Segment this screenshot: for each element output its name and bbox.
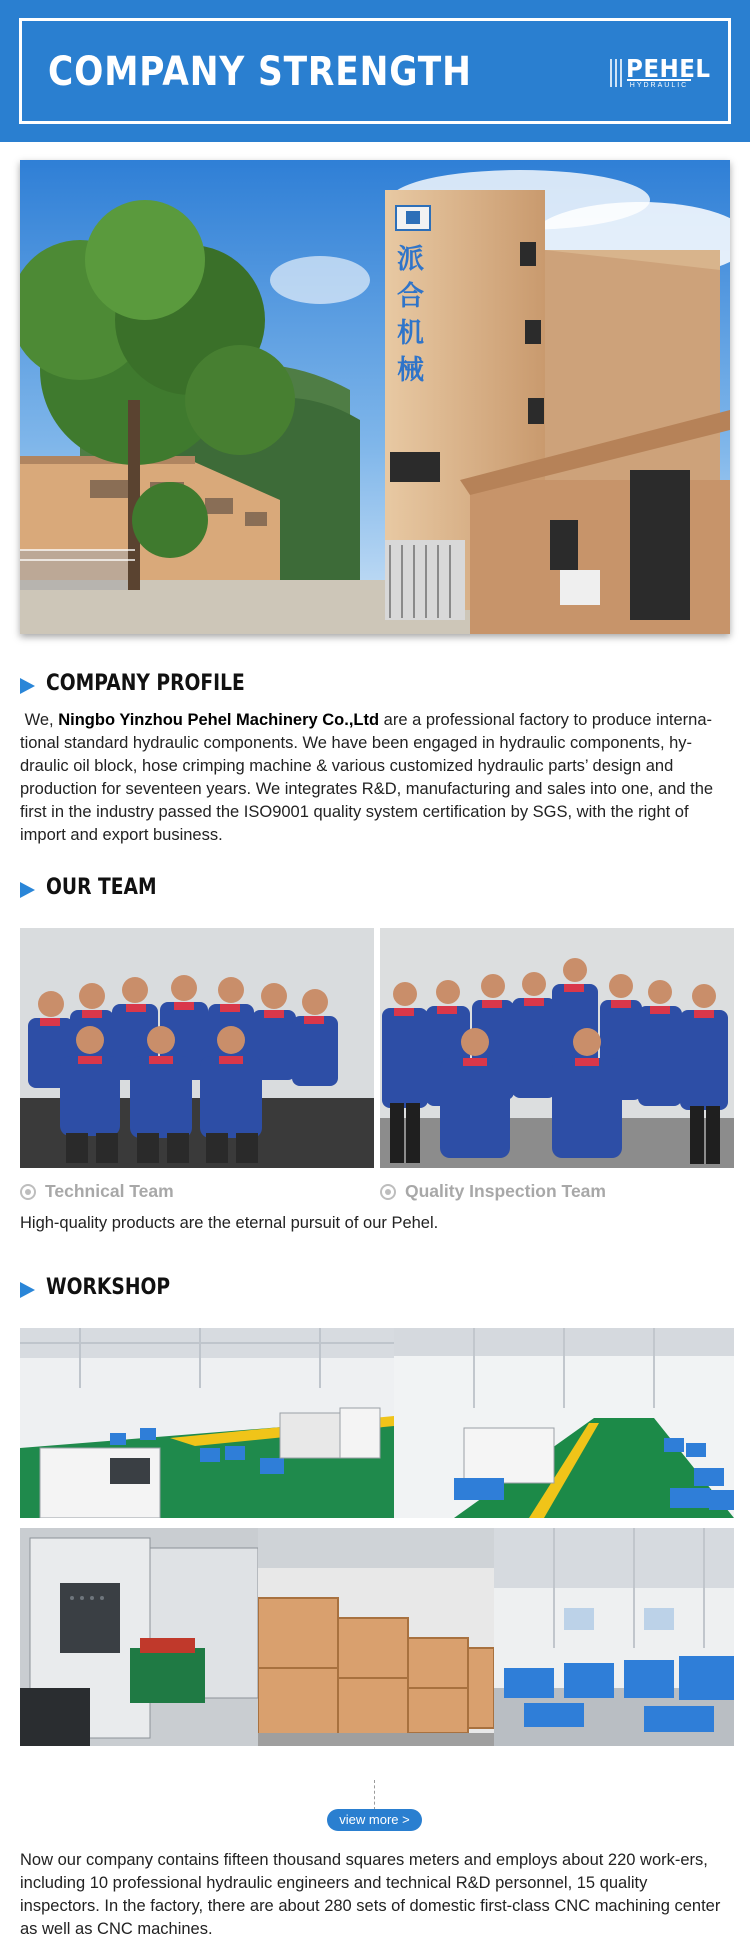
company-name: Ningbo Yinzhou Pehel Machinery Co.,Ltd	[58, 711, 380, 729]
workshop-description: Now our company contains fifteen thousand squares meters and employs about 220 work-ers, including 10 professional hydraulic engineers and technical R&D personnel, 15 quality inspectors. In the factory, there are about 280 sets of domestic first-class CNC machining center as well as CNC machines.	[20, 1851, 721, 1938]
logo-subtext: HYDRAULIC	[627, 79, 691, 90]
technical-team-illustration	[20, 928, 374, 1168]
workshop-photo-3	[20, 1528, 258, 1746]
team-tagline: High-quality products are the eternal pursuit of our Pehel.	[20, 1214, 439, 1232]
sign-char-3: 机	[397, 318, 424, 349]
company-profile-text	[20, 709, 730, 847]
caption-technical-team	[20, 1181, 320, 1205]
header-frame	[19, 18, 731, 124]
caption-quality-team	[380, 1181, 710, 1205]
page-header	[0, 0, 750, 142]
section-title: WORKSHOP	[46, 1275, 171, 1300]
dashed-connector	[374, 1780, 375, 1810]
profile-body: are a professional factory to produce interna-tional standard hydraulic components. We have been engaged in hydraulic components, hy-draulic oil block, hose crimping machine & various customized hydraulic parts’ design and production for seventeen years. We integrates R&D, manufacturing and sales into one, and the first in the industry passed the ISO9001 quality system certification by SGS, with the right of import and export business.	[20, 711, 714, 844]
cnc-machine-illustration	[20, 1528, 258, 1746]
caption-text: Technical Team	[45, 1181, 174, 1201]
workshop-photo-5	[494, 1528, 734, 1746]
factory-building-illustration	[20, 160, 730, 634]
pehel-logo	[610, 54, 711, 91]
page-title: COMPANY STRENGTH	[48, 49, 472, 95]
wooden-crates-illustration	[258, 1528, 494, 1746]
workshop-photo-1	[20, 1328, 394, 1518]
sign-char-2: 合	[397, 281, 424, 312]
warehouse-storage-illustration	[494, 1528, 734, 1746]
triangle-bullet-icon	[20, 1282, 35, 1298]
sign-char-4: 械	[397, 355, 424, 386]
workshop-aisle-illustration	[394, 1328, 734, 1518]
factory-building-photo	[20, 160, 730, 634]
workshop-floor-illustration	[20, 1328, 394, 1518]
radio-bullet-icon	[20, 1184, 36, 1200]
triangle-bullet-icon	[20, 678, 35, 694]
quality-team-illustration	[380, 928, 734, 1168]
logo-bars-icon	[610, 59, 624, 87]
workshop-photo-2	[394, 1328, 734, 1518]
quality-inspection-team-photo	[380, 928, 734, 1168]
caption-text: Quality Inspection Team	[405, 1181, 606, 1201]
triangle-bullet-icon	[20, 882, 35, 898]
workshop-photo-4	[258, 1528, 494, 1746]
profile-intro: We,	[20, 711, 59, 729]
sign-char-1: 派	[397, 244, 424, 275]
technical-team-photo	[20, 928, 374, 1168]
radio-bullet-icon	[380, 1184, 396, 1200]
section-title: OUR TEAM	[46, 875, 157, 900]
logo-text: PEHEL	[626, 54, 711, 83]
view-more-button[interactable]: view more >	[327, 1809, 422, 1831]
section-title: COMPANY PROFILE	[46, 671, 245, 696]
